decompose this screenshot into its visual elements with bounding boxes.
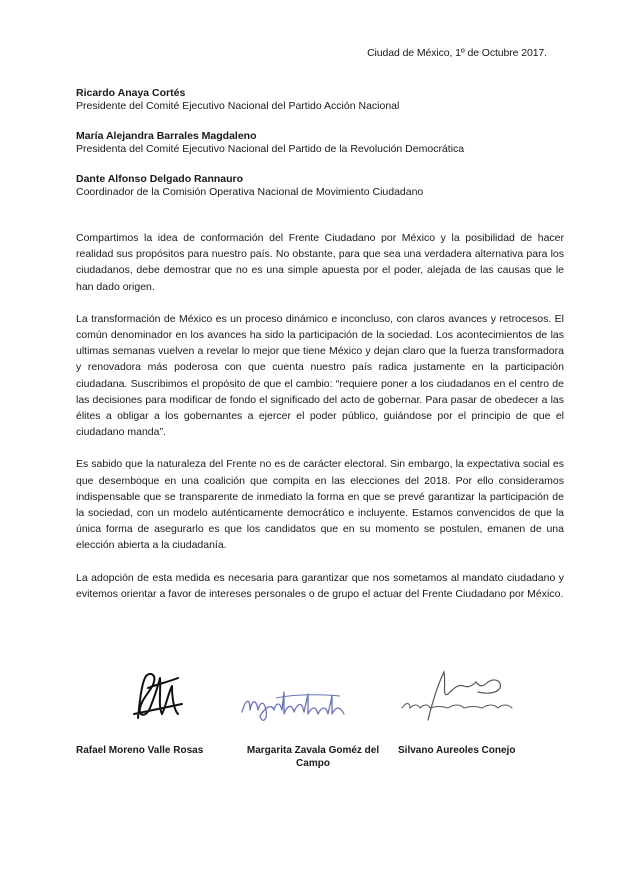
addressee-title: Presidenta del Comité Ejecutivo Nacional del Partido de la Revolución Democrática (76, 143, 465, 155)
paragraph: Es sabido que la naturaleza del Frente no es de carácter electoral. Sin embargo, la expectativa social es que desemboque en una coalición que compita en las elecciones del 2018. Por ello consideramos indispensable que se transparente de inmediato la forma en que se prevé garantizar la participación de la sociedad, con un modelo auténticamente democrático e incluyente. Estamos convencidos de que la única forma de asegurarlo es que los candidatos que en su momento se postulen, emanen de una elección abierta a la ciudadanía. (76, 458, 564, 552)
addressee-name: Ricardo Anaya Cortés (76, 87, 186, 99)
signatory-name: Margarita Zavala Goméz del Campo (246, 745, 380, 769)
signatory-name: Silvano Aureoles Conejo (398, 745, 516, 756)
addressee-title: Presidente del Comité Ejecutivo Nacional del Partido Acción Nacional (76, 100, 400, 112)
signature-silvano-aureoles (398, 664, 528, 724)
signatory-name: Rafael Moreno Valle Rosas (76, 745, 204, 756)
addressee-name: María Alejandra Barrales Magdaleno (76, 130, 257, 142)
addressee-2 (76, 130, 556, 156)
paragraph: La adopción de esta medida es necesaria para garantizar que nos sometamos al mandato ciudadano y evitemos orientar a favor de intereses personales o de grupo el actuar del Frente Ciudadano por México. (76, 571, 564, 600)
signature-margarita-zavala (236, 684, 352, 726)
letter-body (76, 230, 564, 618)
addressee-title: Coordinador de la Comisión Operativa Nacional de Movimiento Ciudadano (76, 186, 424, 198)
addressee-3 (76, 173, 556, 199)
signature-rafael-moreno-valle (128, 668, 188, 724)
addressee-1 (76, 87, 556, 113)
addressee-name: Dante Alfonso Delgado Rannauro (76, 173, 244, 185)
paragraph: Compartimos la idea de conformación del Frente Ciudadano por México y la posibilidad de hacer realidad sus propósitos para nuestro país. No obstante, para que sea una verdadera alternativa para los ciudadanos, debe demostrar que no es una simple apuesta por el poder, alejada de las causas que le han dado origen. (76, 232, 564, 293)
paragraph: La transformación de México es un proceso dinámico e inconcluso, con claros avances y retrocesos. El común denominador en los avances ha sido la participación de la sociedad. Los acontecimientos de las ultimas semanas vuelven a revelar lo mejor que tiene México y dejan claro que la fuerza transformadora y renovadora más poderosa con que cuenta nuestro país radica justamente en la participación ciudadana. Suscribimos el propósito de que el cambio: “requiere poner a los ciudadanos en el centro de las decisiones para modificar de fondo el significado del acto de gobernar. Para pasar de obedecer a las élites a obligar a los gobernantes a ejercer el poder público, guiándose por el principio de que el ciudadano manda”. (76, 312, 564, 439)
letter-date: Ciudad de México, 1º de Octubre 2017. (367, 47, 547, 59)
